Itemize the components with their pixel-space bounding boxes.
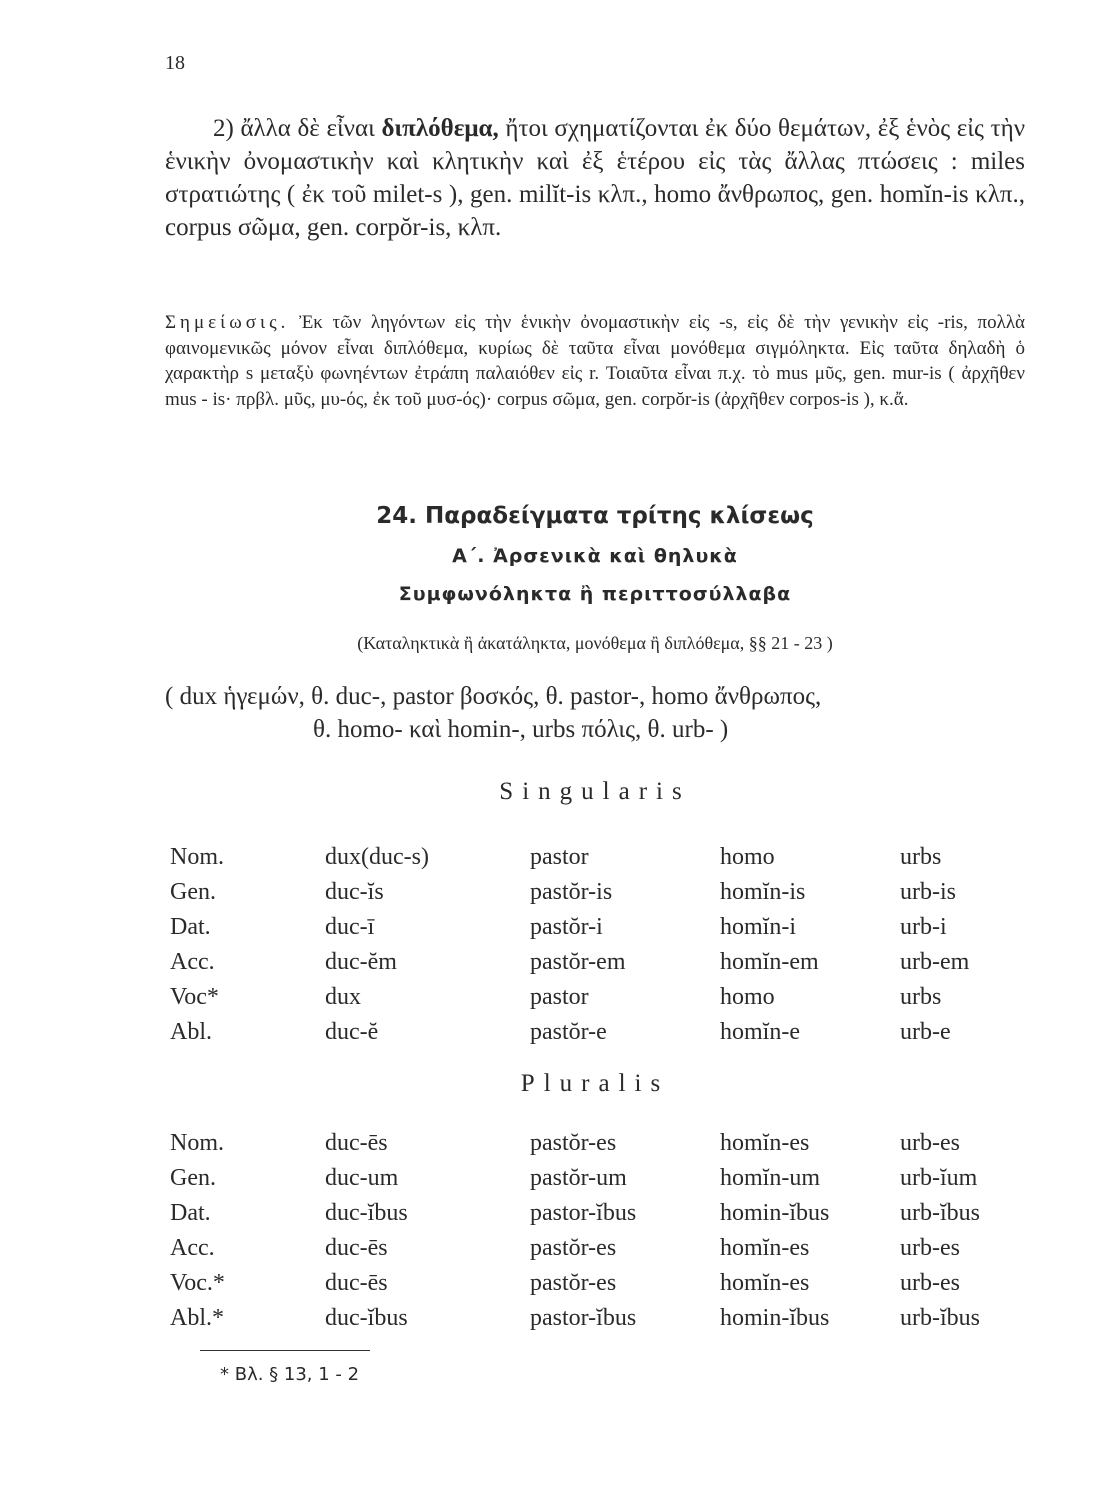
form-cell: pastŏr-um xyxy=(530,1165,627,1191)
table-row xyxy=(170,1266,1030,1301)
form-cell: homĭn-es xyxy=(720,1130,810,1156)
note-text: Ἐκ τῶν ληγόντων εἰς τὴν ἑνικὴν ὀνομαστικὴν εἰς -s, εἰς δὲ τὴν γενικὴν εἰς -ris, πολλὰ φαινομενικῶς μόνον εἶναι διπλόθεμα, κυρίως δὲ ταῦτα εἶναι μονόθεμα σιγμόληκτα. Εἰς ταῦτα δηλαδὴ ὁ χαρακτὴρ s μεταξὺ φωνηέντων ἐτράπη παλαιόθεν εἰς r. Τοιαῦτα εἶναι π.χ. τὸ mus μῦς, gen. mur-is ( ἀρχῆθεν mus - is· πρβλ. μῦς, μυ-ός, ἐκ τοῦ μυσ-ός)· corpus σῶμα, gen. corpŏr-is (ἀρχῆθεν corpos-is ), κ.ἄ. xyxy=(165,312,1025,410)
form-cell: pastŏr-es xyxy=(530,1130,617,1156)
table-row xyxy=(170,1161,1030,1196)
form-cell: duc-um xyxy=(325,1165,399,1191)
form-cell: duc-ī xyxy=(325,914,375,940)
stems-line-1: ( dux ἡγεμών, θ. duc-, pastor βοσκός, θ. pastor-, homo ἄνθρωπος, xyxy=(165,683,822,710)
form-cell: homĭn-es xyxy=(720,1270,810,1296)
form-cell: urb-es xyxy=(900,1130,960,1156)
form-cell: duc-ĭs xyxy=(325,879,384,905)
singular-label: Singularis xyxy=(499,778,691,805)
form-cell: homĭn-um xyxy=(720,1165,820,1191)
form-cell: urb-i xyxy=(900,914,947,940)
case-label: Nom. xyxy=(170,1130,224,1156)
singular-table xyxy=(170,840,1030,1050)
form-cell: dux(duc-s) xyxy=(325,844,429,870)
form-cell: urb-ĭum xyxy=(900,1165,978,1191)
section-note: (Καταληκτικὰ ἢ ἀκατάληκτα, μονόθεμα ἢ διπλόθεμα, §§ 21 - 23 ) xyxy=(357,633,833,653)
form-cell: urb-ĭbus xyxy=(900,1200,980,1226)
case-label: Voc.* xyxy=(170,1270,225,1296)
case-label: Abl.* xyxy=(170,1305,224,1331)
note-label: Σημείωσις. xyxy=(165,312,290,333)
table-row xyxy=(170,945,1030,980)
form-cell: homĭn-e xyxy=(720,1019,800,1045)
paragraph-diplothema xyxy=(165,112,1025,244)
para1-intro: 2) ἄλλα δὲ εἶναι xyxy=(213,115,382,142)
table-row xyxy=(170,1015,1030,1050)
form-cell: duc-ĭbus xyxy=(325,1200,408,1226)
plural-label: Pluralis xyxy=(520,1070,670,1097)
form-cell: duc-ĕ xyxy=(325,1019,379,1045)
stems-line-2: θ. homo- καὶ homin-, urbs πόλις, θ. urb- ) xyxy=(313,716,729,743)
form-cell: homĭn-i xyxy=(720,914,796,940)
table-row xyxy=(170,1231,1030,1266)
form-cell: pastŏr-em xyxy=(530,949,626,975)
form-cell: homo xyxy=(720,984,775,1010)
form-cell: pastor xyxy=(530,984,589,1010)
case-label: Abl. xyxy=(170,1019,212,1045)
form-cell: duc-ēs xyxy=(325,1130,388,1156)
plural-table xyxy=(170,1126,1030,1336)
form-cell: pastŏr-i xyxy=(530,914,603,940)
form-cell: duc-ēs xyxy=(325,1235,388,1261)
form-cell: pastŏr-es xyxy=(530,1235,617,1261)
para1-bold-term: διπλόθεμα, xyxy=(381,115,499,142)
form-cell: pastŏr-e xyxy=(530,1019,607,1045)
section-title: 24. Παραδείγματα τρίτης κλίσεως xyxy=(376,503,814,529)
case-label: Gen. xyxy=(170,879,216,905)
form-cell: urb-e xyxy=(900,1019,951,1045)
form-cell: duc-ĕm xyxy=(325,949,397,975)
form-cell: homin-ĭbus xyxy=(720,1200,830,1226)
form-cell: pastŏr-es xyxy=(530,1270,617,1296)
table-row xyxy=(170,1196,1030,1231)
case-label: Acc. xyxy=(170,1235,215,1261)
case-label: Dat. xyxy=(170,914,211,940)
table-row xyxy=(170,1301,1030,1336)
case-label: Dat. xyxy=(170,1200,211,1226)
form-cell: urb-ĭbus xyxy=(900,1305,980,1331)
form-cell: urb-es xyxy=(900,1235,960,1261)
section-subtitle: Α΄. Ἀρσενικὰ καὶ θηλυκὰ xyxy=(452,545,738,567)
footnote-rule xyxy=(200,1350,370,1351)
form-cell: homin-ĭbus xyxy=(720,1305,830,1331)
form-cell: urb-es xyxy=(900,1270,960,1296)
case-label: Voc* xyxy=(170,984,219,1010)
form-cell: pastor-ĭbus xyxy=(530,1305,637,1331)
section-subtitle-2: Συμφωνόληκτα ἢ περιττοσύλλαβα xyxy=(398,583,792,605)
form-cell: urbs xyxy=(900,984,942,1010)
case-label: Gen. xyxy=(170,1165,216,1191)
form-cell: homĭn-is xyxy=(720,879,806,905)
form-cell: urb-is xyxy=(900,879,956,905)
para1-text: ἤτοι σχηματίζονται ἐκ δύο θεμάτων, ἐξ ἑνὸς εἰς τὴν ἑνικὴν ὀνομαστικὴν καὶ κλητικὴν καὶ ἐξ ἑτέρου εἰς τὰς ἄλλας πτώσεις : miles στρατιώτης ( ἐκ τοῦ milet-s ), gen. milĭt-is κλπ., homo ἄνθρωπος, gen. homĭn-is κλπ., corpus σῶμα, gen. corpŏr-is, κλπ. xyxy=(165,115,1025,241)
paragraph-note xyxy=(165,310,1025,412)
form-cell: dux xyxy=(325,984,361,1010)
table-row xyxy=(170,910,1030,945)
form-cell: pastor-ĭbus xyxy=(530,1200,637,1226)
form-cell: pastŏr-is xyxy=(530,879,613,905)
form-cell: urbs xyxy=(900,844,942,870)
page-number: 18 xyxy=(165,52,185,74)
form-cell: urb-em xyxy=(900,949,970,975)
footnote: * Βλ. § 13, 1 - 2 xyxy=(220,1364,360,1385)
case-label: Nom. xyxy=(170,844,224,870)
form-cell: pastor xyxy=(530,844,589,870)
form-cell: duc-ĭbus xyxy=(325,1305,408,1331)
table-row xyxy=(170,840,1030,875)
form-cell: homĭn-es xyxy=(720,1235,810,1261)
stems-list xyxy=(165,680,1025,746)
table-row xyxy=(170,980,1030,1015)
form-cell: duc-ēs xyxy=(325,1270,388,1296)
form-cell: homo xyxy=(720,844,775,870)
table-row xyxy=(170,1126,1030,1161)
form-cell: homĭn-em xyxy=(720,949,819,975)
table-row xyxy=(170,875,1030,910)
case-label: Acc. xyxy=(170,949,215,975)
